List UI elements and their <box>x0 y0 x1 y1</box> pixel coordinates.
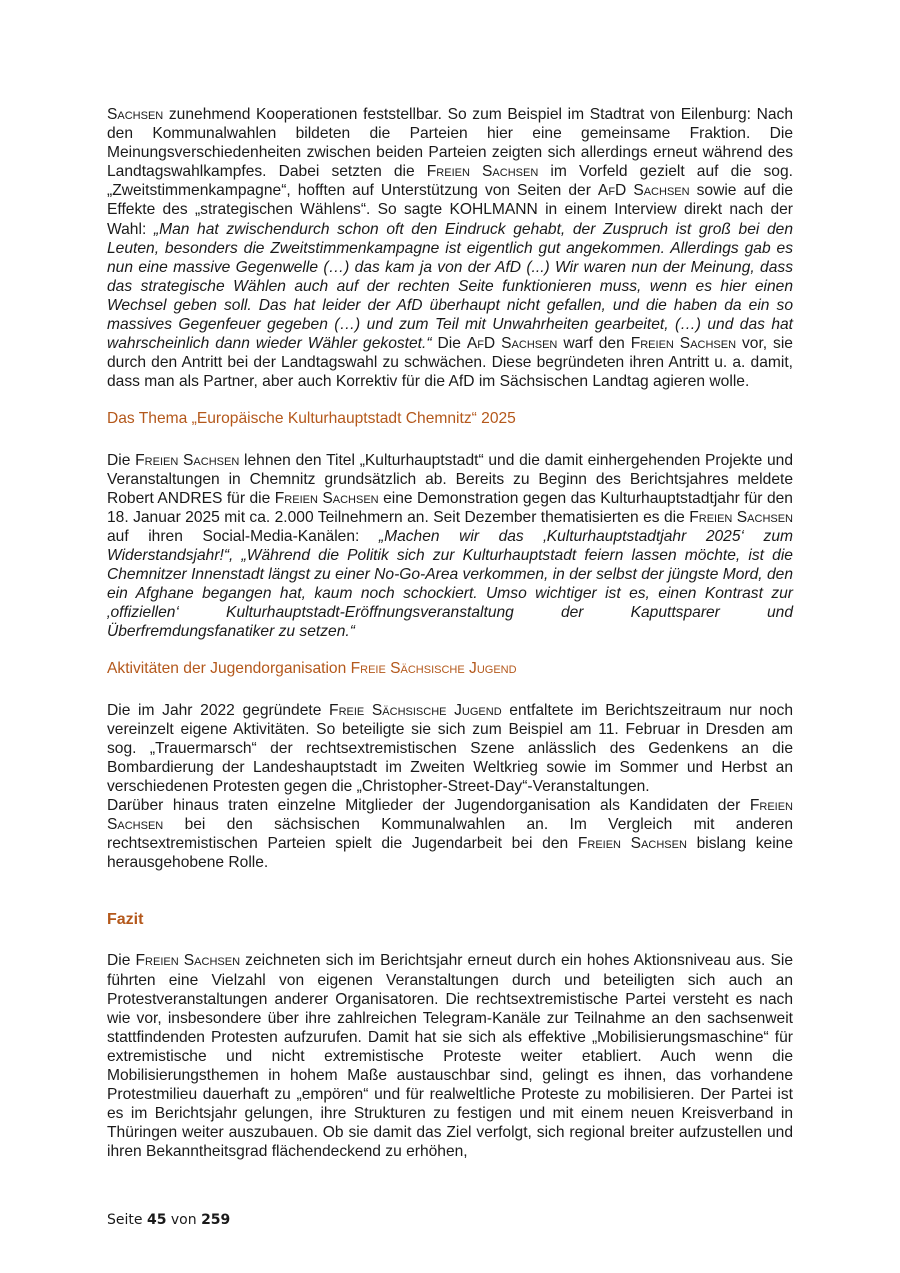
heading-kulturhauptstadt: Das Thema „Europäische Kulturhauptstadt Chemnitz“ 2025 <box>107 410 516 428</box>
current-page-number: 45 <box>146 1212 167 1228</box>
paragraph-jugend-2: Darüber hinaus traten einzelne Mitglieder der Jugendorganisation als Kandidaten der Freien Sachsen bei den sächsischen Kommunalwahlen an. Im Vergleich mit anderen rechtsextremistischen Parteien spielt die Jugendarbeit bei den Freien Sachsen bislang keine herausgehobene Rolle. <box>107 797 793 872</box>
paragraph-kulturhauptstadt: Die Freien Sachsen lehnen den Titel „Kulturhauptstadt“ und die damit einhergehenden Projekte und Veranstaltungen in Chemnitz grundsätzlich ab. Bereits zu Beginn des Berichtsjahres meldete Robert ANDRES für die Freien Sachsen eine Demonstration gegen das Kulturhauptstadtjahr für den 18. Januar 2025 mit ca. 2.000 Teilnehmern an. Seit Dezember thematisierten es die Freien Sachsen auf ihren Social-Media-Kanälen: „Machen wir das ‚Kulturhauptstadtjahr 2025‘ zum Widerstandsjahr!“, „Während die Politik sich zur Kulturhauptstadt feiern lassen möchte, ist die Chemnitzer Innenstadt längst zu einer No-Go-Area verkommen, in der selbst der jüngste Mord, den ein Afghane begangen hat, kaum noch schockiert. Umso wichtiger ist es, einen Kontrast zur ‚offiziellen‘ Kulturhauptstadt-Eröffnungsveranstaltung der Kaputtsparer und Überfremdungsfanatiker zu setzen.“ <box>107 451 794 641</box>
paragraph-fazit: Die Freien Sachsen zeichneten sich im Berichtsjahr erneut durch ein hohes Aktionsniveau aus. Sie führten eine Vielzahl von eigenen Veranstaltungen durch und beteiligten sich auch an Protestveranstaltungen anderer Organisatoren. Die rechtsextremistische Partei versteht es nach wie vor, insbesondere über ihre zahlreichen Telegram-Kanäle zur Teilnahme an den sachsenweit stattfindenden Protesten aufzurufen. Damit hat sie sich als effektive „Mobilisierungsmaschine“ für extremistische und nicht extremistische Proteste weiter etabliert. Auch wenn die Mobilisierungsthemen in hohem Maße austauschbar sind, gelingt es ihnen, das vorhandene Protestmilieu dauerhaft zu „empören“ und für realweltliche Proteste zu mobilisieren. Der Partei ist es im Berichtsjahr gelungen, ihre Strukturen zu festigen und mit einem neuen Kreisverband in Thüringen weiter auszubauen. Ob sie damit das Ziel verfolgt, sich regional breiter aufzustellen und ihren Bekanntheitsgrad flächendeckend zu erhöhen, <box>107 952 794 1161</box>
paragraph-jugend-1: Die im Jahr 2022 gegründete Freie Sächsische Jugend entfaltete im Berichtszeitraum nur noch vereinzelt eigene Aktivitäten. So beteiligte sie sich zum Beispiel am 11. Februar in Dresden am sog. „Trauermarsch“ der rechtsextremistischen Szene anlässlich des Gedenkens an die Bombardierung der Landeshauptstadt im Zweiten Weltkrieg sowie im Sommer und Herbst an verschiedenen Protesten gegen die „Christopher-Street-Day“-Veranstaltungen. <box>107 701 793 795</box>
total-page-count: 259 <box>201 1212 231 1228</box>
quote-social-media: „Machen wir das ‚Kulturhauptstadtjahr 2025‘ zum Widerstandsjahr!“, „Während die Politik sich zur Kulturhauptstadt feiern lassen möchte, ist die Chemnitzer Innenstadt längst zu einer No-Go-Area verkommen, in der selbst der jüngste Mord, den ein Afghane begangen hat, kaum noch schockiert. Umso wichtiger ist es, einen Kontrast zur ‚offiziellen‘ Kulturhauptstadt-Eröffnungsveranstaltung der Kaputtsparer und Überfremdungsfanatiker zu setzen.“ <box>107 527 793 641</box>
heading-jugendorganisation: Aktivitäten der Jugendorganisation Freie Sächsische Jugend <box>107 660 517 678</box>
page-content <box>107 105 793 1162</box>
page-number-footer: Seite 45 von 259 <box>107 1212 231 1228</box>
paragraph-kooperation: Sachsen zunehmend Kooperationen feststellbar. So zum Beispiel im Stadtrat von Eilenburg: Nach den Kommunalwahlen bildeten die Parteien hier eine gemeinsame Fraktion. Die Meinungsverschiedenheiten zwischen beiden Parteien zeigten sich allerdings erneut während des Landtagswahlkampfes. Dabei setzten die Freien Sachsen im Vorfeld gezielt auf die sog. „Zweitstimmenkampagne“, hofften auf Unterstützung von Seiten der AfD Sachsen sowie auf die Effekte des „strategischen Wählens“. So sagte KOHLMANN in einem Interview direkt nach der Wahl: „Man hat zwischendurch schon oft den Eindruck gehabt, der Zuspruch ist groß bei den Leuten, besonders die Zweitstimmenkampagne ist eigentlich gut angekommen. Allerdings gab es nun eine massive Gegenwelle (…) das kam ja von der AfD (...) Wir waren nun der Meinung, dass das strategische Wählen auch auf der rechten Seite funktionieren muss, wenn es hier einen Wechsel geben soll. Das hat leider der AfD überhaupt nicht gefallen, und die haben da ein so massives Gegenfeuer gegeben (…) und zum Teil mit Unwahrheiten gearbeitet, (…) und das hat wahrscheinlich dann wieder Wähler gekostet.“ Die AfD Sachsen warf den Freien Sachsen vor, sie durch den Antritt bei der Landtagswahl zu schwächen. Diese begründeten ihren Antritt u. a. damit, dass man als Partner, aber auch Korrektiv für die AfD im Sächsischen Landtag agieren wolle. <box>107 106 793 391</box>
heading-fazit: Fazit <box>107 911 144 929</box>
quote-kohlmann: „Man hat zwischendurch schon oft den Eindruck gehabt, der Zuspruch ist groß bei den Leuten, besonders die Zweitstimmenkampagne ist eigentlich gut angekommen. Allerdings gab es nun eine massive Gegenwelle (…) das kam ja von der AfD (...) Wir waren nun der Meinung, dass das strategische Wählen auch auf der rechten Seite funktionieren muss, wenn es hier einen Wechsel geben soll. Das hat leider der AfD überhaupt nicht gefallen, und die haben da ein so massives Gegenfeuer gegeben (…) und zum Teil mit Unwahrheiten gearbeitet, (…) und das hat wahrscheinlich dann wieder Wähler gekostet.“ <box>107 220 793 353</box>
